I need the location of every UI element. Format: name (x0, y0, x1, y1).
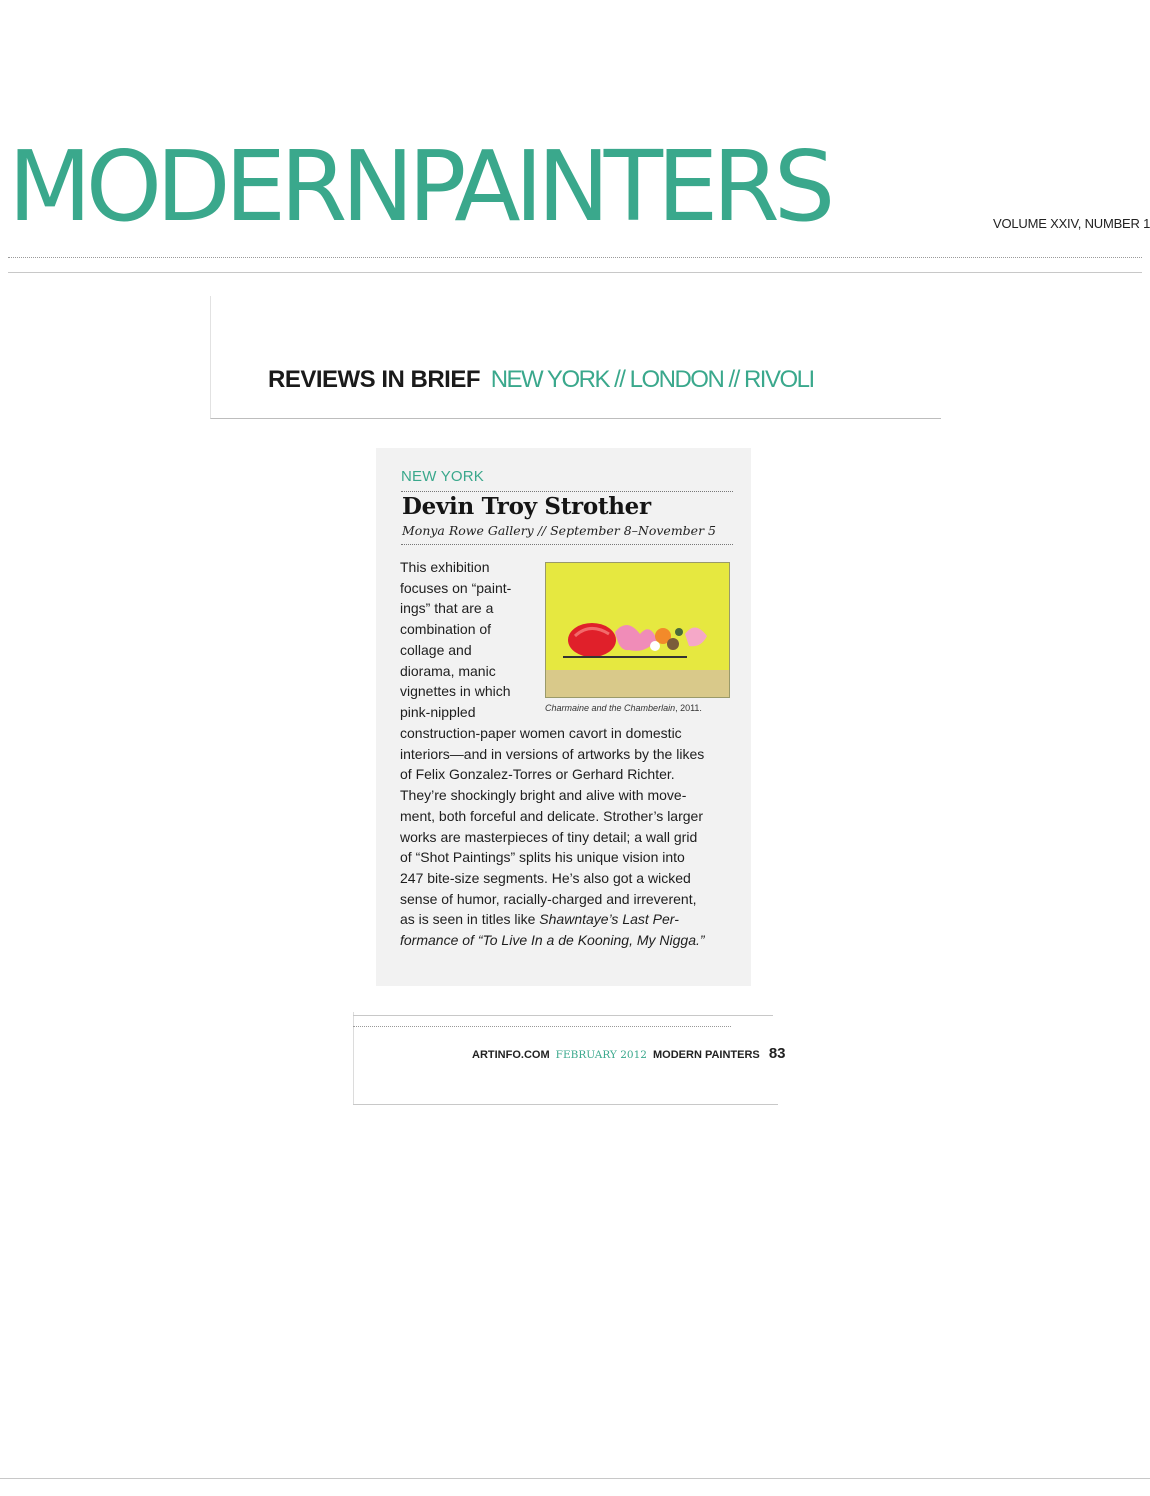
body-line: sense of humor, racially-charged and irreverent, (400, 890, 697, 907)
caption-year: , 2011. (675, 703, 702, 713)
body-line: of Felix Gonzalez-Torres or Gerhard Richter. (400, 766, 675, 783)
title-divider (401, 544, 733, 545)
body-line: This exhibition (400, 559, 490, 575)
body-line (400, 909, 730, 930)
artwork-flower-3 (650, 641, 660, 651)
article-title: Devin Troy Strother (402, 493, 651, 520)
body-narrow-column (400, 557, 535, 723)
body-line: diorama, manic (400, 662, 496, 679)
artwork-image (545, 562, 730, 698)
footer-site: ARTINFO.COM (472, 1049, 550, 1061)
caption-title: Charmaine and the Chamberlain (545, 703, 676, 713)
reviews-header (268, 366, 814, 394)
body-line (400, 930, 730, 951)
reviews-clipping (210, 296, 941, 419)
section-label: NEW YORK (401, 468, 485, 485)
body-line: pink-nippled (400, 703, 476, 720)
body-line: collage and (400, 641, 472, 658)
page-number: 83 (768, 1045, 786, 1062)
body-line: construction-paper women cavort in domestic (400, 725, 682, 741)
page-footer (472, 1045, 786, 1062)
footer-date: FEBRUARY 2012 (555, 1049, 647, 1061)
masthead-title: MODERNPAINTERS (8, 130, 830, 243)
body-line: interiors—and in versions of artworks by the likes (400, 745, 705, 762)
scan-page-edge (0, 1478, 1150, 1479)
masthead-divider (8, 257, 1142, 258)
reviews-label: REVIEWS IN BRIEF (268, 366, 481, 393)
artwork-shelf (563, 656, 687, 658)
artwork-flower-2 (667, 638, 679, 650)
body-line: focuses on “paint- (400, 579, 512, 596)
masthead-divider-2 (8, 272, 1142, 273)
body-line: vignettes in which (400, 683, 511, 700)
body-line: ings” that are a (400, 600, 494, 617)
artwork-caption (545, 703, 702, 713)
article-subtitle: Monya Rowe Gallery // September 8–November 5 (402, 523, 716, 538)
artwork-floor (545, 670, 730, 698)
body-line: 247 bite-size segments. He’s also got a wicked (400, 869, 691, 886)
body-line: combination of (400, 621, 492, 638)
reviews-cities: NEW YORK // LONDON // RIVOLI (490, 366, 814, 393)
artwork-title-text: formance of “To Live In a de Kooning, My Nigga.” (400, 932, 705, 949)
body-text: as is seen in titles like (400, 911, 540, 928)
body-line: They’re shockingly bright and alive with move- (400, 787, 687, 804)
artwork-flower-4 (675, 628, 683, 636)
section-divider (401, 491, 733, 492)
footer-divider (353, 1015, 773, 1016)
body-line: ment, both forceful and delicate. Strother’s larger (400, 807, 703, 824)
footer-magazine: MODERN PAINTERS (653, 1049, 760, 1061)
artwork-title-text: Shawntaye’s Last Per- (539, 911, 679, 928)
footer-bottom-rule (353, 1104, 778, 1105)
body-full-column (400, 723, 730, 951)
body-line: works are masterpieces of tiny detail; a wall grid (400, 828, 698, 845)
footer-dotted-divider (353, 1026, 731, 1027)
body-line: of “Shot Paintings” splits his unique vision into (400, 849, 685, 866)
volume-label: VOLUME XXIV, NUMBER 1 (993, 216, 1150, 231)
